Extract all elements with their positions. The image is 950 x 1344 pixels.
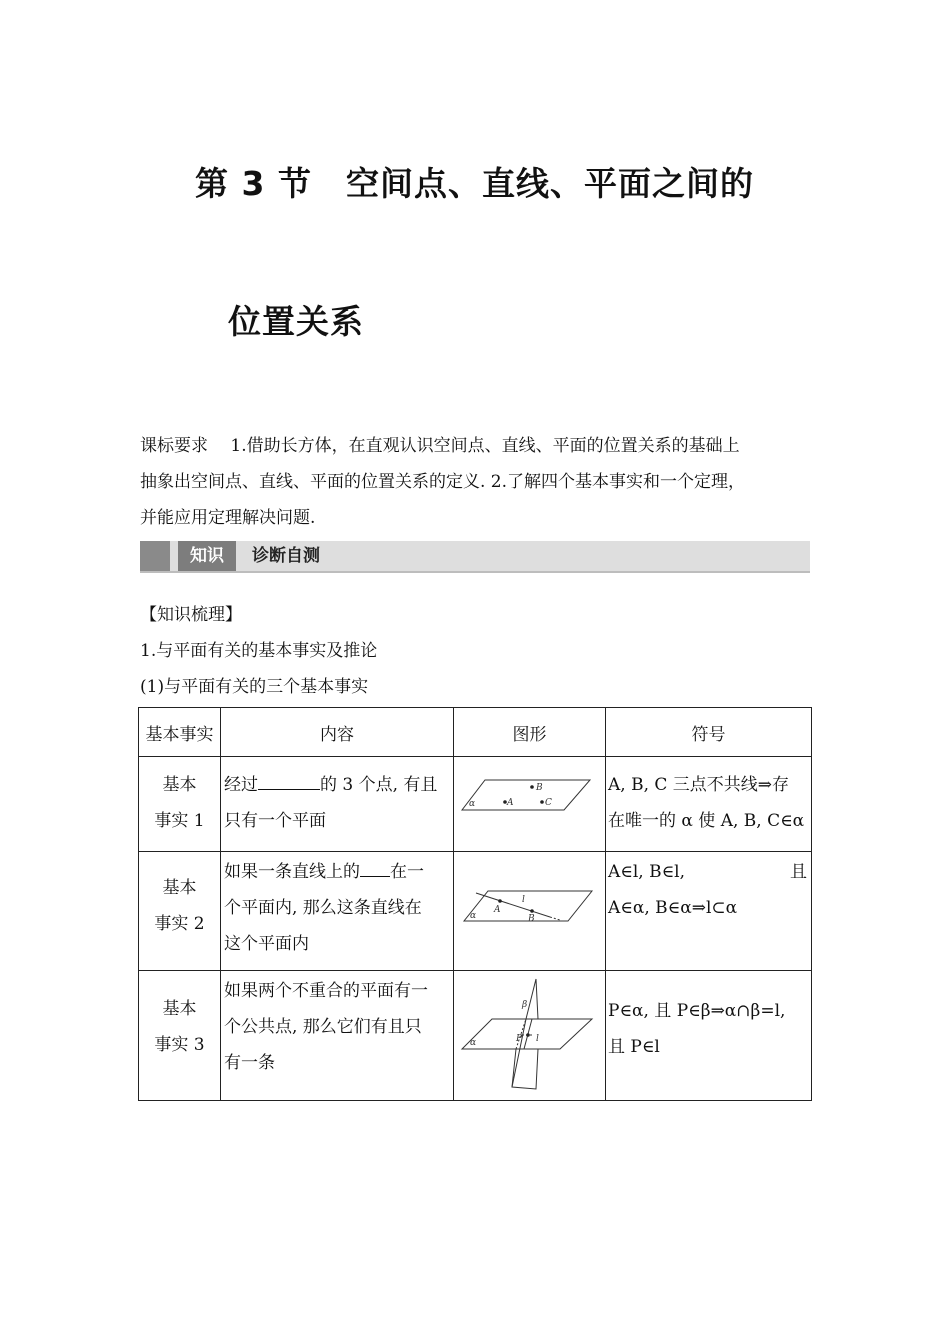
alpha-label: α: [468, 799, 475, 809]
symbol-text: P∈α, 且 P∈β⇒α∩β=l,: [608, 1001, 786, 1021]
subsection-heading: 1.与平面有关的基本事实及推论: [140, 641, 378, 661]
symbol-cell: [606, 971, 812, 1101]
table-header-cell: 基本事实: [139, 708, 221, 757]
fill-blank[interactable]: [360, 858, 390, 877]
point-label: B: [527, 914, 535, 924]
point-label: B: [535, 783, 543, 793]
alpha-label: α: [469, 1037, 476, 1048]
table-row: [139, 757, 812, 852]
table-header-cell: 符号: [606, 708, 812, 757]
basic-facts-table: [138, 707, 812, 1101]
content-text: 如果一条直线上的: [224, 862, 360, 882]
point-label: A: [493, 905, 500, 915]
fact-name: 事实 2: [154, 914, 205, 934]
requirements-line: 并能应用定理解决问题.: [140, 508, 316, 528]
plane-line-figure: [460, 881, 600, 941]
content-text: 这个平面内: [224, 934, 309, 954]
banner-label: 诊断自测: [252, 546, 320, 566]
section-heading: 【知识梳理】: [140, 605, 242, 625]
fact-content-cell: [221, 757, 454, 852]
fact-name: 基本: [162, 878, 197, 898]
content-text: 有一条: [224, 1053, 275, 1073]
beta-label: β: [521, 999, 527, 1010]
table-row: [139, 852, 812, 971]
curriculum-requirements: [140, 428, 820, 536]
subsubsection-heading: (1)与平面有关的三个基本事实: [140, 677, 369, 697]
page-title-line1: 第 3 节 空间点、直线、平面之间的: [195, 164, 754, 203]
figure-cell: [454, 971, 606, 1101]
content-text: 如果两个不重合的平面有一: [224, 981, 428, 1001]
symbol-text: 且: [790, 862, 807, 882]
alpha-label: α: [469, 911, 476, 921]
fact-name: 事实 1: [154, 811, 205, 831]
fact-name: 基本: [162, 999, 197, 1019]
table-header-row: [139, 708, 812, 757]
table-row: [139, 971, 812, 1101]
symbol-text: 且 P∈l: [608, 1037, 660, 1057]
requirements-line: 抽象出空间点、直线、平面的位置关系的定义. 2.了解四个基本事实和一个定理，: [140, 472, 746, 492]
requirements-label: 课标要求: [140, 436, 208, 456]
content-text: 经过: [224, 775, 258, 795]
banner-block: [140, 541, 170, 571]
fact-name-cell: [139, 971, 221, 1101]
table-header-cell: 图形: [454, 708, 606, 757]
fact-name: 基本: [162, 775, 197, 795]
fact-content-cell: [221, 971, 454, 1101]
symbol-cell: [606, 852, 812, 971]
line-label: l: [535, 1033, 539, 1044]
fact-name: 事实 3: [154, 1035, 205, 1055]
fill-blank[interactable]: [258, 771, 320, 790]
point-label: A: [506, 798, 513, 808]
point-label: C: [544, 798, 552, 808]
content-text: 的 3 个点, 有且: [320, 775, 438, 795]
page-title-line2: 位置关系: [228, 302, 364, 341]
symbol-text: A, B, C 三点不共线⇒存: [608, 775, 790, 795]
banner-tag: 知识: [178, 541, 236, 571]
two-planes-figure: [460, 977, 600, 1095]
requirements-line: 1.借助长方体，在直观认识空间点、直线、平面的位置关系的基础上: [230, 436, 740, 456]
content-text: 个平面内, 那么这条直线在: [224, 898, 422, 918]
table-header-cell: 内容: [221, 708, 454, 757]
line-label: l: [521, 895, 525, 905]
plane-three-points-figure: [460, 774, 600, 834]
symbol-text: A∈l, B∈l,: [608, 862, 686, 882]
fact-name-cell: [139, 757, 221, 852]
figure-cell: [454, 852, 606, 971]
content-text: 在一: [390, 862, 424, 882]
section-banner: [140, 541, 810, 573]
symbol-cell: [606, 757, 812, 852]
point-label: P: [515, 1033, 522, 1044]
symbol-text: A∈α, B∈α⇒l⊂α: [608, 898, 738, 918]
fact-name-cell: [139, 852, 221, 971]
figure-cell: [454, 757, 606, 852]
content-text: 只有一个平面: [224, 811, 326, 831]
fact-content-cell: [221, 852, 454, 971]
symbol-text: 在唯一的 α 使 A, B, C∈α: [608, 811, 805, 831]
content-text: 个公共点, 那么它们有且只: [224, 1017, 422, 1037]
